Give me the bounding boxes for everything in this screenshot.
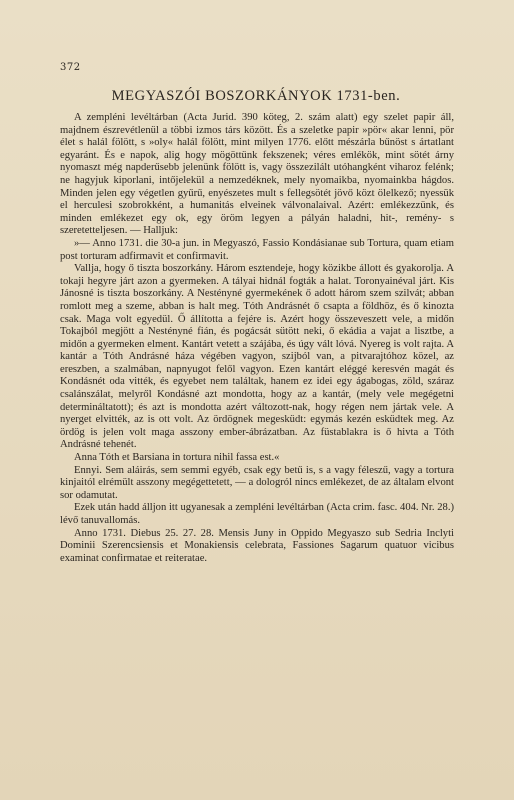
paragraph: »— Anno 1731. die 30-a jun. in Megyaszó, Fassio Kondásianae sub Tortura, quam etiam post torturam adfirmavit et confirmavit. <box>60 237 454 262</box>
paragraph: Ezek után hadd álljon itt ugyanesak a zempléni levéltárban (Acta crim. fasc. 404. Nr. 28.) lévő tanuvallomás. <box>60 502 454 526</box>
paragraph: Anna Tóth et Barsiana in tortura nihil fassa est.« <box>74 452 280 464</box>
article-body <box>60 112 454 565</box>
paragraph: Anno 1731. Diebus 25. 27. 28. Mensis Juny in Oppido Megyaszo sub Sedria Inclyti Dominii Szerencsiensis et Monakiensis celebrata, Fassiones Sagarum quatuor vicibus examinat confirmatae et reiteratae. <box>60 527 454 564</box>
paragraph: Vallja, hogy ő tiszta boszorkány. Három esztendeje, hogy közikbe állott és gyakorolja. A tokaji hegyre járt azon a gyermeken. A tályai hidnál fogták a halat. Toronyainéval járt. Kis Jánosné is tiszta boszorkány. A Nestényné gyermekének ő adott három szem szilvát; abban romlott meg a szeme, abban is halt meg. Tóth Andrásnét ő csapta a földhöz, és ő kinozta csak. Maga volt egyedül. Ő állította a fejére is. Azért hogy összeveszett vele, a midőn Tokajból megjött a Nestényné fián, és pogácsát sütött neki, ő ekádia a vajat a lisztbe, a midőn a gyermeken elment. Kantárt vetett a szájába, és úgy vált lóvá. Nyereg is volt rajta. A kantár a Tóth Andrásné háza végében vagyon, szijból van, a pitvarajtóhoz közel, az ereszben, a szalmában, napnyugot felől vagyon. Ezen kantárt eléggé keresvén magát és Kondásnét oda vitték, és egyebet nem találtak, hanem ez idei egy ágabogas, zöld, száraz csalánszálat, melyről Kondásné azt mondotta, hogy az a kantár, (mely vele megégetni determináltatott); és azt is mondotta azért változott-nak, hogy régen nem jártak vele. A nyerget elvitték, az is ott volt. Az ördögnek megesküdt: egymás kezén esküdtek meg. Az ördög is jelen volt maga asszony ember-ábrázatban. Az füstablakra is ő hivta a Tóth Andrásné tehenét. <box>60 263 454 451</box>
article-title: MEGYASZÓI BOSZORKÁNYOK 1731-ben. <box>111 88 401 104</box>
paragraph: Ennyi. Sem aláirás, sem semmi egyéb, csak egy betű is, s a vagy féleszű, vagy a tortura kinjaitól elrémült asszony megégettetett, — a dologról nincs emlékezet, de az általam elvont sor odamutat. <box>60 464 454 501</box>
page-number: 372 <box>60 62 81 73</box>
paragraph: A zempléni levéltárban (Acta Jurid. 390 köteg, 2. szám alatt) egy szelet papir áll, majdnem észrevétlenül a többi izmos társ között. És a szeletke papir »pör« akar lenni, pör élet s halál fölött, s »oly« halál fölött, mint milyen 1776. előtt mészárla bűnöst s ártatlant egyaránt. És e napok, alig hogy mögöttünk fekszenek; véres emlékök, mint sötét árny nyomaszt még napderűsebb jelenünk fölött is, vagy összezilált utóhangként viharoz felénk; ne hagyjuk kiporlani, intőjelekül a nemzedéknek, mely nyomaikba, nyomainkba hágdos. Minden jelen egy végetlen gyűrű, enyészetes mult s fellegsötét jövő közt ölelkező; nyessük el herculesi szobrokként, a humanitás elveinek válvonalaival. Azért: emlékezzünk, és minden emlékezet egy ok, egy öröm legyen a pályán haladni, hit-, remény- s szeretetteljesen. — Halljuk: <box>60 112 454 237</box>
